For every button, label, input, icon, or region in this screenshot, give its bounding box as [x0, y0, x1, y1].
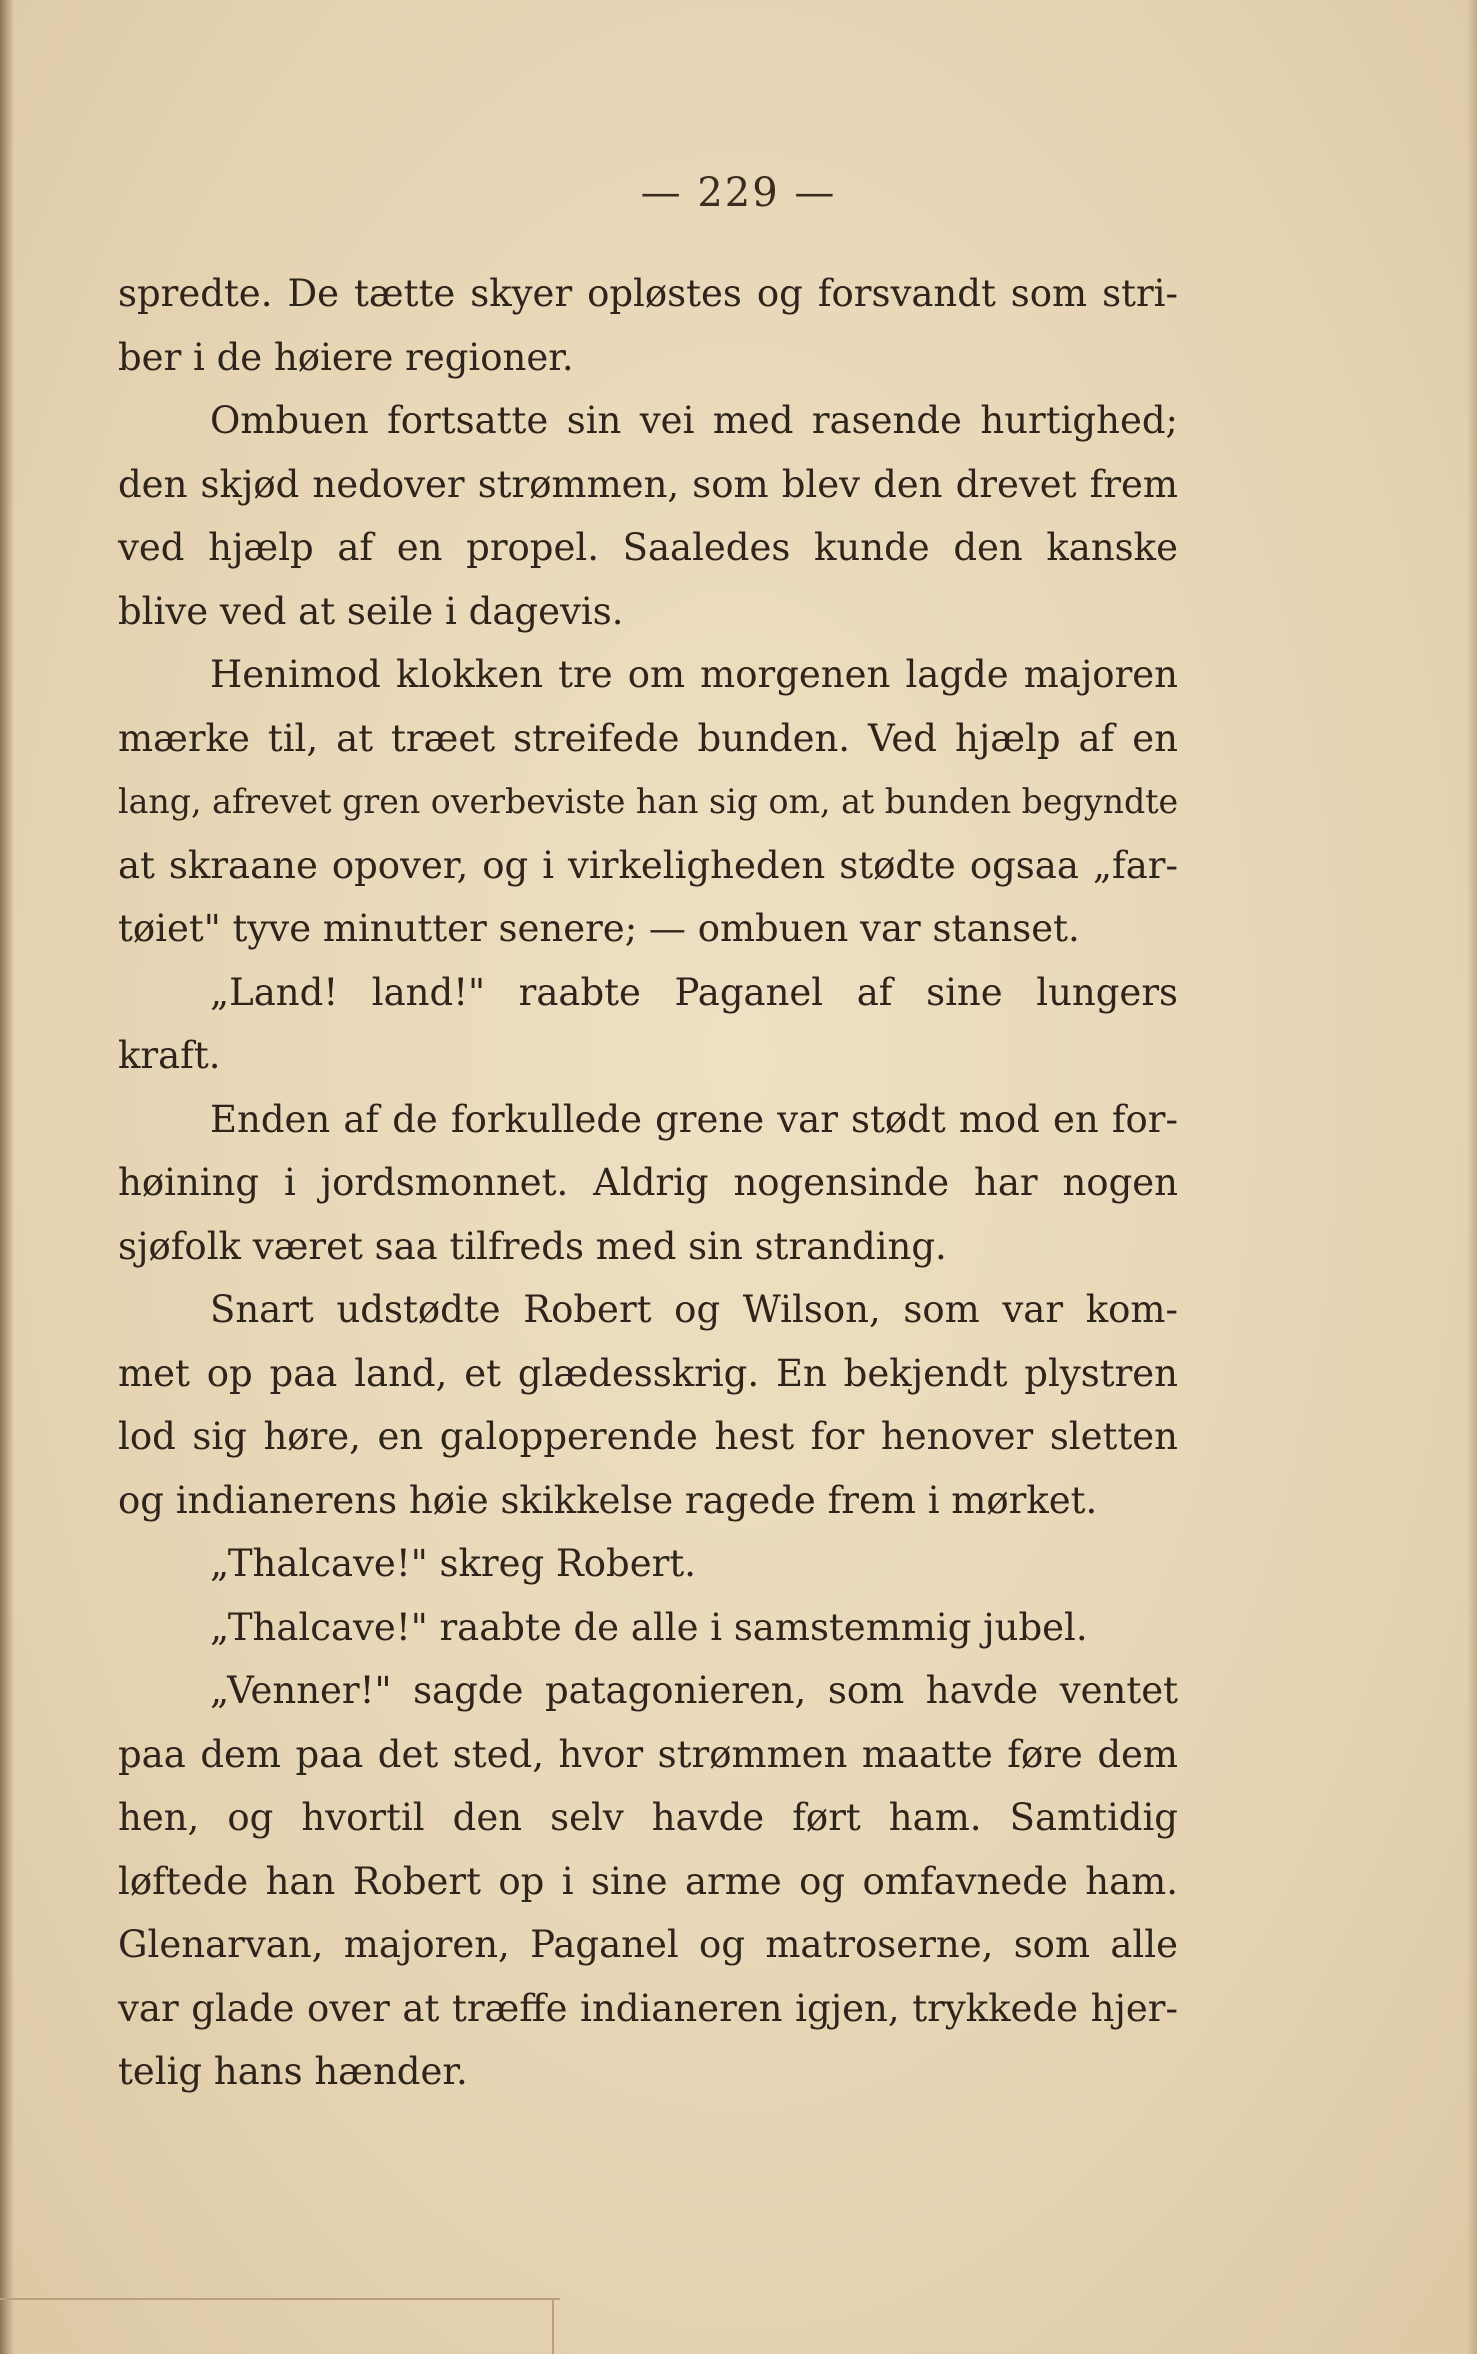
text-line: paa dem paa det sted, hvor strømmen maatte føre dem: [118, 1732, 1178, 1776]
text-line: mærke til, at træet streifede bunden. Ved hjælp af en: [118, 716, 1178, 760]
text-line: Snart udstødte Robert og Wilson, som var kom-: [210, 1288, 1178, 1331]
text-line: den skjød nedover strømmen, som blev den drevet frem: [118, 462, 1178, 506]
text-line: blive ved at seile i dagevis.: [118, 589, 624, 633]
text-line: Henimod klokken tre om morgenen lagde majoren: [210, 653, 1178, 696]
text-line: „Land! land!" raabte Paganel af sine lungers: [210, 970, 1178, 1014]
text-line: „Thalcave!" raabte de alle i samstemmig jubel.: [210, 1605, 1088, 1649]
text-line: spredte. De tætte skyer opløstes og forsvandt som stri-: [118, 272, 1178, 315]
text-line: Enden af de forkullede grene var stødt mod en for-: [210, 1097, 1178, 1141]
text-line: sjøfolk været saa tilfreds med sin stranding.: [118, 1224, 947, 1268]
text-line: lang, afrevet gren overbeviste han sig om, at bunden begyndte: [118, 782, 1179, 821]
text-line: og indianerens høie skikkelse ragede frem i mørket.: [118, 1478, 1098, 1522]
text-line: lod sig høre, en galopperende hest for henover sletten: [118, 1415, 1178, 1458]
text-line: met op paa land, et glædesskrig. En bekjendt plystren: [118, 1351, 1178, 1395]
text-line: ved hjælp af en propel. Saaledes kunde den kanske: [118, 526, 1178, 569]
page-right-edge: [1467, 0, 1477, 2354]
text-line: Ombuen fortsatte sin vei med rasende hurtighed;: [210, 399, 1178, 442]
text-line: ber i de høiere regioner.: [118, 335, 574, 379]
text-line: løftede han Robert op i sine arme og omfavnede ham.: [118, 1859, 1178, 1903]
text-line: kraft.: [118, 1034, 221, 1077]
text-line: „Thalcave!" skreg Robert.: [210, 1542, 696, 1585]
body-text: [118, 262, 1178, 2104]
page-left-edge: [0, 0, 14, 2354]
text-line: var glade over at træffe indianeren igjen, trykkede hjer-: [118, 1986, 1178, 2030]
text-line: telig hans hænder.: [118, 2050, 468, 2093]
text-line: høining i jordsmonnet. Aldrig nogensinde har nogen: [118, 1161, 1178, 1204]
text-line: hen, og hvortil den selv havde ført ham. Samtidig: [118, 1796, 1178, 1839]
text-line: Glenarvan, majoren, Paganel og matroserne, som alle: [118, 1923, 1178, 1966]
text-line: „Venner!" sagde patagonieren, som havde ventet: [210, 1669, 1178, 1712]
text-line: at skraane opover, og i virkeligheden stødte ogsaa „far-: [118, 843, 1178, 887]
bottom-tick: [552, 2300, 554, 2354]
bottom-rule: [0, 2298, 560, 2300]
page-number: — 229 —: [640, 170, 837, 216]
text-line: tøiet" tyve minutter senere; — ombuen var stanset.: [118, 907, 1080, 950]
